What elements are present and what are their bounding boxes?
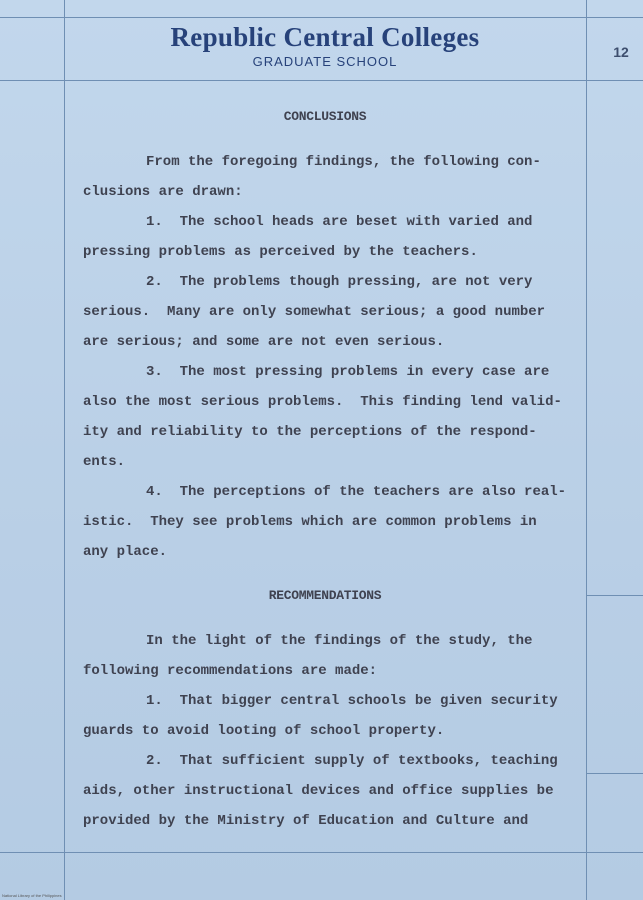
conclusions-heading: CONCLUSIONS xyxy=(283,109,367,124)
paragraph-line: 4. The perceptions of the teachers are also real- xyxy=(146,484,567,500)
paragraph-line: also the most serious problems. This finding lend valid- xyxy=(83,394,562,410)
paragraph-line: In the light of the findings of the study, the xyxy=(146,633,533,649)
college-name: Republic Central Colleges xyxy=(170,22,480,52)
paragraph-line: 2. That sufficient supply of textbooks, teaching xyxy=(146,753,558,769)
paragraph-line: are serious; and some are not even serious. xyxy=(83,334,445,350)
school-name: GRADUATE SCHOOL xyxy=(252,54,398,69)
paragraph-line: following recommendations are made: xyxy=(83,663,378,679)
margin-tick-rule xyxy=(586,773,643,774)
paragraph-line: ity and reliability to the perceptions of the respond- xyxy=(83,424,537,440)
page-number: 12 xyxy=(613,44,629,60)
paragraph-line: any place. xyxy=(83,544,168,560)
paragraph-line: 1. That bigger central schools be given security xyxy=(146,693,558,709)
margin-tick-rule xyxy=(586,595,643,596)
letterhead xyxy=(64,20,586,70)
paragraph-line: istic. They see problems which are common problems in xyxy=(83,514,537,530)
paragraph-line: ents. xyxy=(83,454,126,470)
paragraph-line: 2. The problems though pressing, are not very xyxy=(146,274,533,290)
paragraph-line: aids, other instructional devices and office supplies be xyxy=(83,783,554,799)
header-bottom-rule xyxy=(0,80,643,81)
paragraph-line: serious. Many are only somewhat serious; a good number xyxy=(83,304,546,320)
paragraph-line: pressing problems as perceived by the teachers. xyxy=(83,244,478,260)
paragraph-line: clusions are drawn: xyxy=(83,184,243,200)
scan-footnote: National Library of the Philippines xyxy=(2,893,62,898)
header-top-rule xyxy=(0,17,643,18)
paragraph-line: 3. The most pressing problems in every case are xyxy=(146,364,550,380)
paragraph-line: provided by the Ministry of Education and Culture and xyxy=(83,813,529,829)
recommendations-heading: RECOMMENDATIONS xyxy=(268,588,382,603)
footer-rule xyxy=(0,852,643,853)
left-margin-rule xyxy=(64,0,65,900)
paragraph-line: guards to avoid looting of school property. xyxy=(83,723,445,739)
paragraph-line: 1. The school heads are beset with varied and xyxy=(146,214,533,230)
paragraph-line: From the foregoing findings, the following con- xyxy=(146,154,541,170)
